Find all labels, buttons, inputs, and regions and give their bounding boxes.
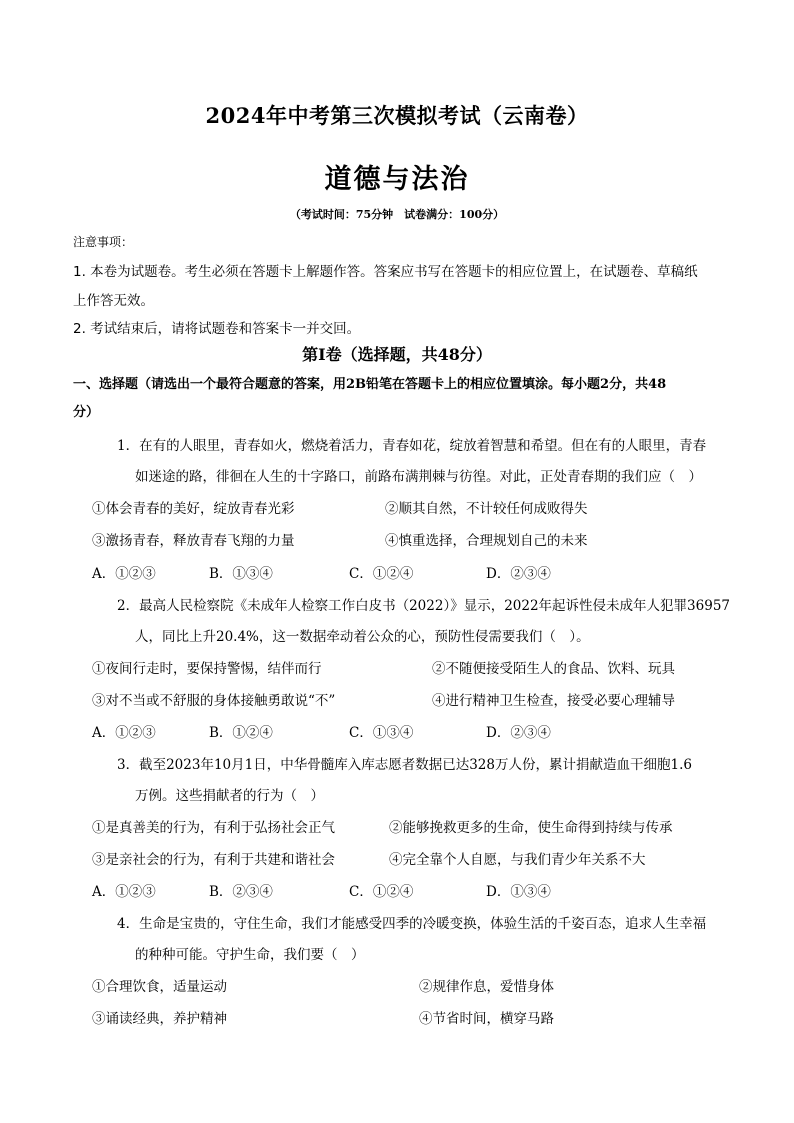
note-item-1-line-2: 上作答无效。	[73, 293, 154, 309]
subject-title: 道德与法治	[324, 164, 470, 195]
question-1-stem-line-1: 1．在有的人眼里，青春如火，燃烧着活力，青春如花，绽放着智慧和希望。但在有的人眼里，青春	[117, 438, 707, 454]
question-2-answer-d: D．②③④	[486, 725, 551, 741]
question-3-answer-a: A．①②③	[92, 884, 156, 900]
question-2-option-2: ②不随便接受陌生人的食品、饮料、玩具	[432, 661, 675, 677]
note-item-1-line-1: 1. 本卷为试题卷。考生必须在答题卡上解题作答。答案应书写在答题卡的相应位置上，在试题卷、草稿纸	[73, 264, 698, 280]
question-1-answer-d: D．②③④	[486, 566, 551, 582]
question-2-stem-line-1: 2．最高人民检察院《未成年人检察工作白皮书（2022）》显示，2022年起诉性侵未成年人犯罪36957	[117, 598, 730, 614]
question-3-answer-c: C．①②④	[349, 884, 414, 900]
question-1-answer-a: A．①②③	[92, 566, 156, 582]
question-3-option-3: ③是亲社会的行为，有利于共建和谐社会	[92, 852, 335, 868]
question-1-option-2: ②顺其自然，不计较任何成败得失	[385, 501, 588, 517]
question-2-answer-b: B．①②④	[209, 725, 273, 741]
section-title: 第Ⅰ卷（选择题，共48分）	[302, 345, 492, 364]
note-item-2: 2. 考试结束后，请将试题卷和答案卡一并交回。	[73, 321, 361, 337]
question-2-answer-a: A．①②③	[92, 725, 156, 741]
question-1-stem-line-2: 如迷途的路，徘徊在人生的十字路口，前路布满荆棘与彷徨。对此，正处青春期的我们应（ ）	[135, 469, 702, 485]
question-4-option-1: ①合理饮食，适量运动	[92, 979, 227, 995]
question-4-option-2: ②规律作息，爱惜身体	[419, 979, 554, 995]
question-4-stem-line-2: 的种种可能。守护生命，我们要（ ）	[135, 947, 365, 963]
question-3-option-4: ④完全靠个人自愿，与我们青少年关系不大	[389, 852, 646, 868]
question-3-answer-b: B．②③④	[209, 884, 273, 900]
question-2-stem-line-2: 人，同比上升20.4%，这一数据牵动着公众的心，预防性侵需要我们（ ）。	[135, 629, 590, 645]
question-1-option-3: ③激扬青春，释放青春飞翔的力量	[92, 533, 295, 549]
section-desc-line-1: 一、选择题（请选出一个最符合题意的答案，用2B铅笔在答题卡上的相应位置填涂。每小题2分，共48	[73, 377, 667, 392]
question-3-option-1: ①是真善美的行为，有利于弘扬社会正气	[92, 820, 335, 836]
question-3-stem-line-1: 3．截至2023年10月1日，中华骨髓库入库志愿者数据已达328万人份，累计捐献造血干细胞1.6	[117, 757, 692, 773]
question-1-option-4: ④慎重选择，合理规划自己的未来	[385, 533, 588, 549]
question-4-option-4: ④节省时间，横穿马路	[419, 1011, 554, 1027]
question-3-stem-line-2: 万例。这些捐献者的行为（ ）	[135, 788, 324, 804]
question-1-option-1: ①体会青春的美好，绽放青春光彩	[92, 501, 295, 517]
notes-title: 注意事项：	[73, 235, 134, 249]
question-2-option-4: ④进行精神卫生检查，接受必要心理辅导	[432, 693, 675, 709]
question-2-option-1: ①夜间行走时，要保持警惕，结伴而行	[92, 661, 322, 677]
question-4-option-3: ③诵读经典，养护精神	[92, 1011, 227, 1027]
question-4-stem-line-1: 4．生命是宝贵的，守住生命，我们才能感受四季的冷暖变换，体验生活的千姿百态，追求人生幸福	[117, 916, 707, 932]
exam-info: （考试时间：75分钟 试卷满分：100分）	[289, 208, 505, 221]
question-1-answer-c: C．①②④	[349, 566, 414, 582]
question-3-answer-d: D．①③④	[486, 884, 551, 900]
exam-title: 2024年中考第三次模拟考试（云南卷）	[205, 103, 589, 128]
question-1-answer-b: B．①③④	[209, 566, 273, 582]
question-3-option-2: ②能够挽救更多的生命，使生命得到持续与传承	[389, 820, 673, 836]
question-2-answer-c: C．①③④	[349, 725, 414, 741]
section-desc-line-2: 分）	[73, 405, 100, 420]
question-2-option-3: ③对不当或不舒服的身体接触勇敢说“不”	[92, 693, 336, 709]
